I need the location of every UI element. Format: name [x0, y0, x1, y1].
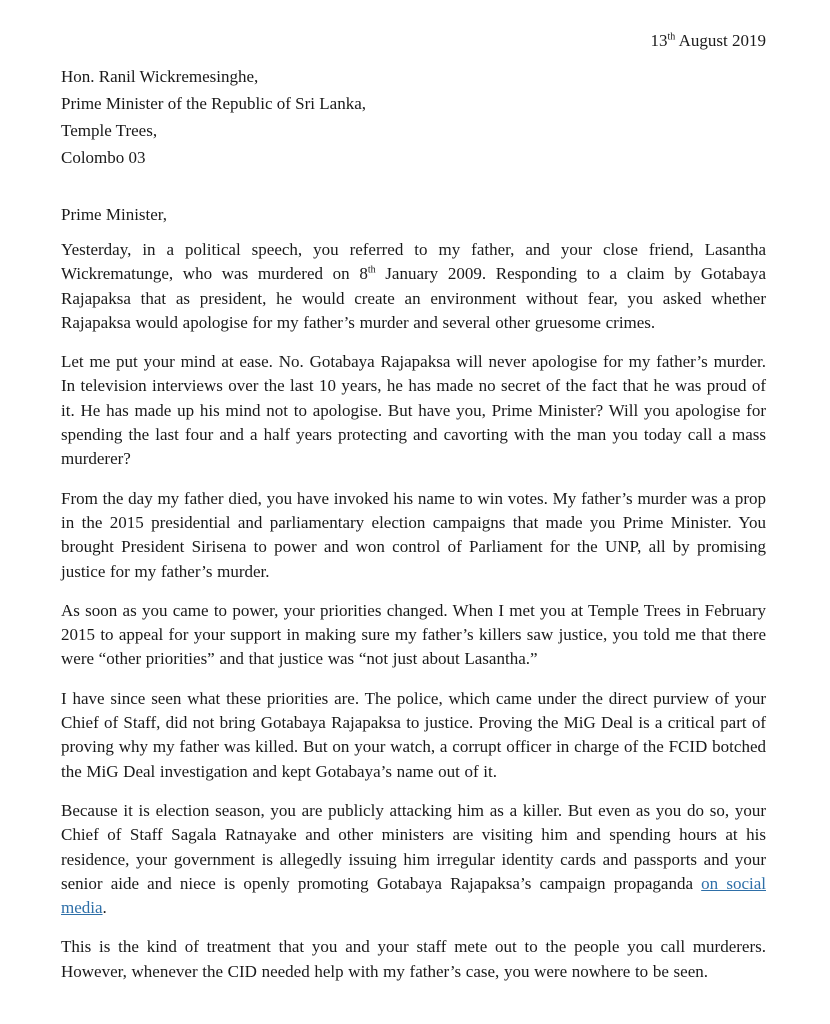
letter-body	[61, 238, 766, 999]
paragraph-4: As soon as you came to power, your priorities changed. When I met you at Temple Trees in February 2015 to appeal for your support in making sure my father’s killers saw justice, you told me that there were “other priorities” and that justice was “not just about Lasantha.”	[61, 600, 766, 669]
paragraph-3: From the day my father died, you have invoked his name to win votes. My father’s murder was a prop in the 2015 presidential and parliamentary election campaigns that made you Prime Minister. You brought President Sirisena to power and won control of Parliament for the UNP, all by promising justice for my father’s murder.	[61, 488, 766, 581]
address-line-title: Prime Minister of the Republic of Sri Lanka,	[61, 94, 366, 113]
letter-date: 13th August 2019	[650, 31, 766, 50]
address-line-building: Temple Trees,	[61, 121, 158, 140]
paragraph-1: Yesterday, in a political speech, you referred to my father, and your close friend, Lasantha Wickrematunge, who was murdered on 8th January 2009. Responding to a claim by Gotabaya Rajapaksa that as president, he would create an environment without fear, you asked whether Rajapaksa would apologise for my father’s murder and several other gruesome crimes.	[61, 240, 766, 332]
address-line-name: Hon. Ranil Wickremesinghe,	[61, 67, 259, 86]
paragraph-5: I have since seen what these priorities are. The police, which came under the direct purview of your Chief of Staff, did not bring Gotabaya Rajapaksa to justice. Proving the MiG Deal is a critical part of proving why my father was killed. But on your watch, a corrupt officer in charge of the FCID botched the MiG Deal investigation and kept Gotabaya’s name out of it.	[61, 688, 766, 781]
paragraph-7: This is the kind of treatment that you and your staff mete out to the people you call murderers. However, whenever the CID needed help with my father’s case, you were nowhere to be seen.	[61, 937, 766, 981]
recipient-address	[61, 63, 366, 171]
address-line-city: Colombo 03	[61, 148, 146, 167]
salutation: Prime Minister,	[61, 205, 168, 224]
paragraph-6: Because it is election season, you are publicly attacking him as a killer. But even as you do so, your Chief of Staff Sagala Ratnayake and other ministers are visiting him and spending hours at his residence, your government is allegedly issuing him irregular identity cards and passports and your senior aide and niece is openly promoting Gotabaya Rajapaksa’s campaign propaganda on social media.	[61, 800, 766, 918]
paragraph-2: Let me put your mind at ease. No. Gotabaya Rajapaksa will never apologise for my father’s murder. In television interviews over the last 10 years, he has made no secret of the fact that he was proud of it. He has made up his mind not to apologise. But have you, Prime Minister? Will you apologise for spending the last four and a half years protecting and cavorting with the man you today call a mass murderer?	[61, 352, 766, 469]
social-media-link[interactable]: on social media	[61, 873, 766, 918]
